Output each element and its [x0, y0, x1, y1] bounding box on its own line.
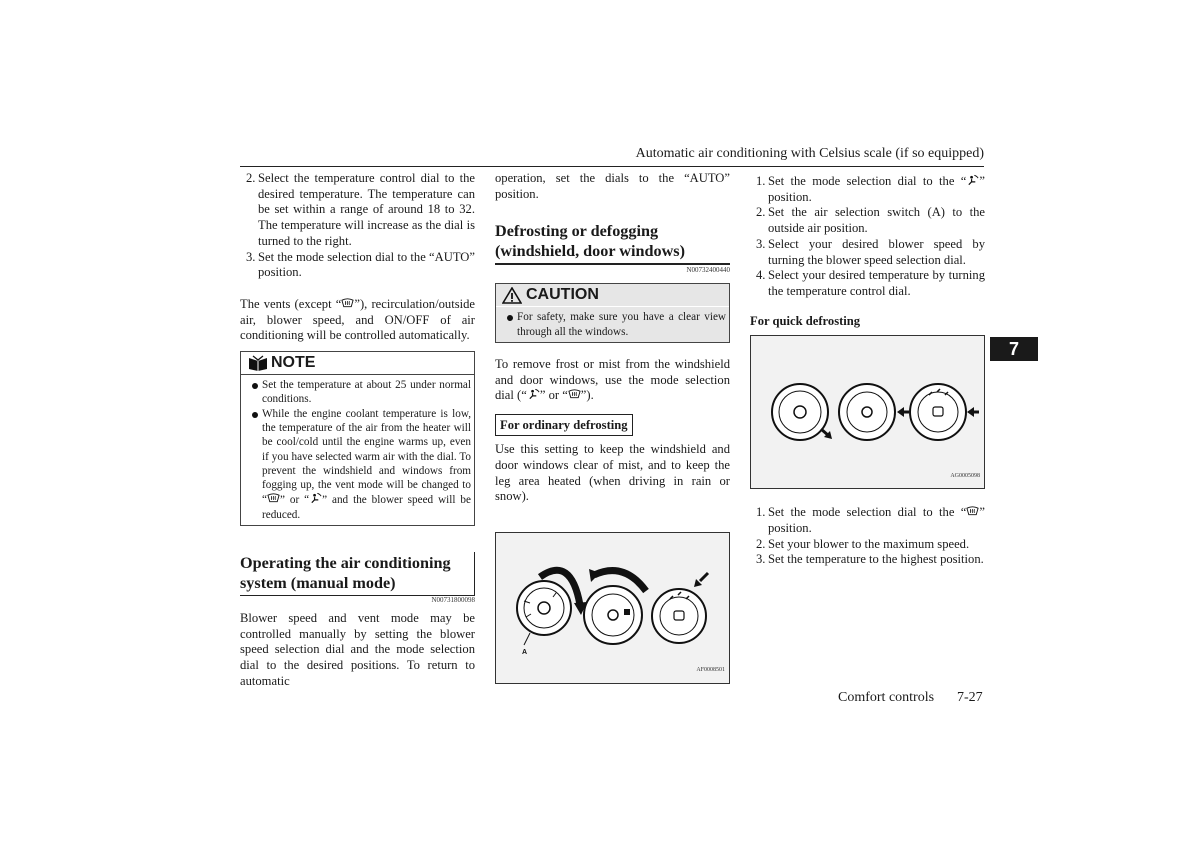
caution-bullet-1: For safety, make sure you have a clear view through all the windows.: [496, 310, 726, 339]
step-4: 4. Select your desired temperature by turning the temperature control dial.: [756, 268, 985, 298]
quick-defrost-dials-illustration: [751, 336, 984, 488]
step-2: 2. Set the air selection switch (A) to the outside air position.: [756, 205, 985, 236]
figure-code: AG0005098: [950, 472, 980, 479]
figure-code: AF0008501: [696, 667, 725, 674]
temperature-steps: [240, 171, 475, 281]
step-2: 2. Select the temperature control dial to the desired temperature. The temperature can be set within a range of around 18 to 32. The temperature will increase as the dial is turned to the right.: [246, 171, 475, 248]
note-icon: [247, 355, 269, 371]
step-1: 1. Set the mode selection dial to the “ ” position.: [756, 174, 985, 204]
quick-defrost-steps: [750, 505, 985, 568]
note-bullet-2: While the engine coolant temperature is low, the temperature of the air from the heater will be cool/cold until the engine warms up, even if you have selected warm air with the dial. To prevent the windshield and windows from fogging up, the vent mode will be changed to “ ” or “ ” and the blower speed will be reduced.: [241, 407, 471, 522]
quick-step-2: 2. Set your blower to the maximum speed.: [756, 536, 970, 551]
page-number: 7-27: [957, 690, 983, 705]
auto-control-paragraph: The vents (except “ ”), recirculation/outside air, blower speed, and ON/OFF of air conditioning will be controlled automatically.: [240, 296, 475, 343]
foot-defrost-icon: [527, 388, 540, 400]
foot-defrost-icon: [309, 492, 322, 504]
ordinary-defrost-paragraph: Use this setting to keep the windshield and door windows clear of mist, and to keep the leg area heated (when driving in rain or snow).: [495, 442, 730, 504]
caution-box: [495, 283, 730, 343]
header-rule: [240, 166, 984, 167]
section-title-defrosting: Defrosting or defogging (windshield, door windows): [495, 222, 685, 260]
caution-header: CAUTION: [496, 284, 729, 307]
column-3: [750, 171, 985, 568]
windshield-defrost-icon: [966, 505, 979, 517]
figure-label-a: A: [522, 648, 528, 656]
step-3: 3. Select your desired blower speed by turning the blower speed selection dial.: [756, 236, 985, 267]
note-header: NOTE: [241, 352, 474, 375]
chapter-tab: 7: [990, 337, 1038, 361]
ordinary-defrost-figure: [495, 532, 730, 684]
running-header: Automatic air conditioning with Celsius scale (if so equipped): [635, 146, 984, 161]
windshield-defrost-icon: [568, 388, 581, 400]
quick-step-3: 3. Set the temperature to the highest position.: [756, 552, 984, 567]
manual-mode-heading-box: [240, 552, 475, 596]
footer-section-name: Comfort controls: [838, 690, 935, 705]
quick-step-1: 1. Set the mode selection dial to the “ ” position.: [756, 505, 985, 536]
subheading-ordinary-defrosting: For ordinary defrosting: [495, 414, 633, 436]
column-2: [495, 171, 730, 684]
defrost-heading-box: [495, 220, 730, 264]
section-code: N00732400440: [495, 264, 730, 275]
section-title-manual-mode: Operating the air conditioning system (manual mode): [240, 554, 451, 592]
column-1: [240, 171, 475, 690]
note-box: [240, 351, 475, 526]
manual-mode-paragraph: Blower speed and vent mode may be controlled manually by setting the blower speed selection dial and the mode selection dial to the desired positions. To return to automatic: [240, 611, 475, 688]
defrost-steps: [750, 174, 985, 300]
section-code: N00731800098: [431, 596, 475, 604]
remove-frost-paragraph: To remove frost or mist from the windshield and door windows, use the mode selection dial (“ ” or “ ”).: [495, 357, 730, 403]
control-dials-illustration: [496, 533, 729, 683]
caution-triangle-icon: [502, 287, 522, 304]
foot-defrost-icon: [966, 174, 979, 186]
note-bullet-1: Set the temperature at about 25 under normal conditions.: [241, 378, 471, 407]
step-3: 3. Set the mode selection dial to the “AUTO” position.: [246, 249, 475, 280]
windshield-defrost-icon: [341, 297, 354, 309]
continued-paragraph: operation, set the dials to the “AUTO” position.: [495, 171, 730, 201]
subheading-quick-defrosting: For quick defrosting: [750, 313, 861, 328]
windshield-defrost-icon: [267, 492, 280, 504]
quick-defrost-figure: [750, 335, 985, 489]
